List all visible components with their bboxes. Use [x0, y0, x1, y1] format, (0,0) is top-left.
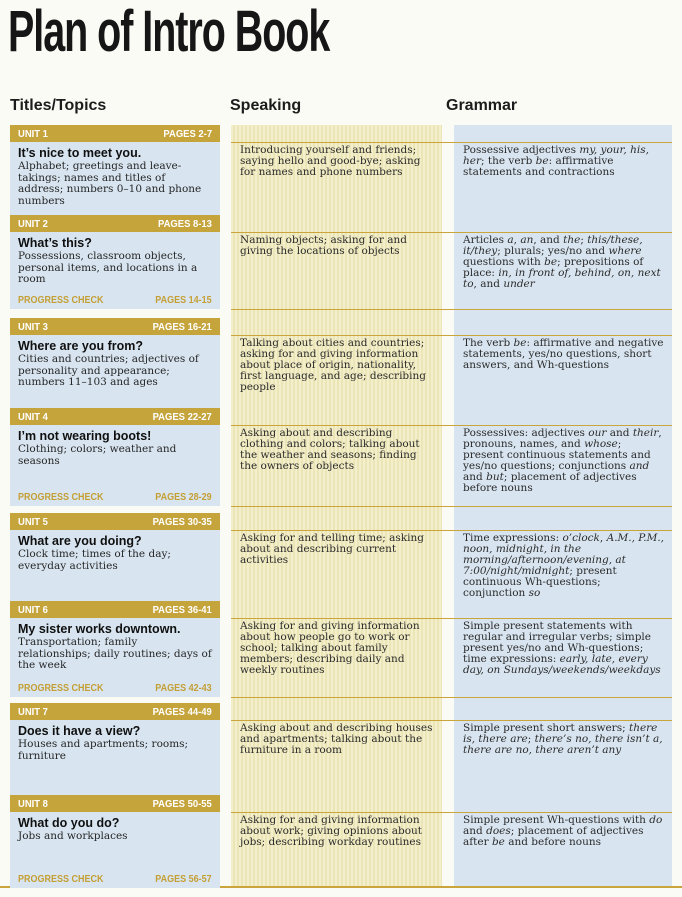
unit-6-title: My sister works downtown. — [18, 622, 181, 636]
unit-6-speaking: Asking for and giving information about how people go to work or school; talking about family members; describing daily and weekly routines — [240, 620, 420, 676]
unit-7-pages: PAGES 44-49 — [152, 705, 212, 718]
unit-4-label: UNIT 4 — [18, 410, 48, 423]
unit-1-pages: PAGES 2-7 — [163, 127, 212, 140]
unit-4-pages: PAGES 22-27 — [152, 410, 212, 423]
unit-7-title: Does it have a view? — [18, 724, 141, 738]
unit-1-title: It’s nice to meet you. — [18, 146, 142, 160]
unit-8-topics-block — [10, 812, 220, 870]
unit-2-topics-block — [10, 232, 220, 291]
progress-check-pages: PAGES 56-57 — [155, 873, 212, 885]
divider-rule — [231, 530, 672, 531]
progress-check-label: PROGRESS CHECK — [18, 294, 104, 306]
unit-2-title: What’s this? — [18, 236, 92, 250]
progress-check-label: PROGRESS CHECK — [18, 682, 104, 694]
unit-3-label: UNIT 3 — [18, 320, 48, 333]
progress-check-pages: PAGES 14-15 — [155, 294, 212, 306]
divider-rule — [231, 142, 672, 143]
unit-5-topics: Clock time; times of the day; everyday activities — [18, 548, 171, 572]
unit-2-header-bar — [10, 215, 220, 232]
unit-5-speaking: Asking for and telling time; asking about and describing current activities — [240, 532, 424, 566]
unit-3-grammar: The verb be: affirmative and negative statements, yes/no questions, short answers, and Wh-questions — [463, 337, 664, 371]
unit-5-pages: PAGES 30-35 — [152, 515, 212, 528]
unit-7-topics: Houses and apartments; rooms; furniture — [18, 738, 189, 762]
unit-5-title: What are you doing? — [18, 534, 142, 548]
unit-7-grammar: Simple present short answers; there is, there are; there’s no, there isn’t a, there are no, there aren’t any — [463, 722, 663, 756]
unit-4-header-bar — [10, 408, 220, 425]
divider-rule — [231, 697, 672, 698]
divider-rule — [231, 618, 672, 619]
unit-7-header-bar — [10, 703, 220, 720]
unit-6-grammar: Simple present statements with regular and irregular verbs; simple present yes/no and Wh-questions; time expressions: early, late, every day, on Sundays/weekends/weekdays — [463, 620, 661, 676]
divider-rule — [231, 720, 672, 721]
unit-8-title: What do you do? — [18, 816, 120, 830]
progress-check-pages: PAGES 28-29 — [155, 491, 212, 503]
unit-8-grammar: Simple present Wh-questions with do and does; placement of adjectives after be and before nouns — [463, 814, 663, 848]
progress-check-label: PROGRESS CHECK — [18, 491, 104, 503]
unit-1-label: UNIT 1 — [18, 127, 48, 140]
column-header-speaking: Speaking — [230, 97, 302, 114]
unit-6-topics: Transportation; family relationships; daily routines; days of the week — [18, 636, 212, 671]
unit-8-topics: Jobs and workplaces — [18, 830, 128, 842]
progress-check-pages: PAGES 42-43 — [155, 682, 212, 694]
unit-3-pages: PAGES 16-21 — [152, 320, 212, 333]
unit-5-label: UNIT 5 — [18, 515, 48, 528]
unit-2-progress-check — [10, 291, 220, 309]
column-header-grammar: Grammar — [446, 97, 518, 114]
unit-8-header-bar — [10, 795, 220, 812]
unit-8-label: UNIT 8 — [18, 797, 48, 810]
unit-1-topics: Alphabet; greetings and leave-takings; names and titles of address; numbers 0–10 and phone numbers — [18, 160, 202, 207]
column-header-titles-topics: Titles/Topics — [10, 97, 107, 114]
divider-rule — [231, 425, 672, 426]
divider-rule — [231, 812, 672, 813]
unit-2-label: UNIT 2 — [18, 217, 48, 230]
unit-7-label: UNIT 7 — [18, 705, 48, 718]
divider-rule — [231, 232, 672, 233]
unit-1-header-bar — [10, 125, 220, 142]
unit-6-progress-check — [10, 679, 220, 697]
unit-1-grammar: Possessive adjectives my, your, his, her; the verb be: affirmative statements and contractions — [463, 144, 649, 178]
unit-4-progress-check — [10, 488, 220, 506]
unit-3-header-bar — [10, 318, 220, 335]
unit-3-topics-block — [10, 335, 220, 408]
unit-4-title: I’m not wearing boots! — [18, 429, 152, 443]
unit-4-topics: Clothing; colors; weather and seasons — [18, 443, 177, 467]
unit-6-label: UNIT 6 — [18, 603, 48, 616]
unit-7-topics-block — [10, 720, 220, 795]
unit-8-progress-check — [10, 870, 220, 888]
unit-5-grammar: Time expressions: o’clock, A.M., P.M., noon, midnight, in the morning/afternoon/evening, at 7:00/night/midnight; present continuous Wh-questions; conjunction so — [463, 532, 664, 599]
unit-1-topics-block — [10, 142, 220, 215]
unit-2-speaking: Naming objects; asking for and giving the locations of objects — [240, 234, 407, 257]
unit-8-pages: PAGES 50-55 — [152, 797, 212, 810]
unit-1-speaking: Introducing yourself and friends; saying hello and good-bye; asking for names and phone numbers — [240, 144, 421, 178]
unit-5-header-bar — [10, 513, 220, 530]
progress-check-label: PROGRESS CHECK — [18, 873, 104, 885]
unit-3-speaking: Talking about cities and countries; asking for and giving information about place of origin, nationality, first language, and age; describing people — [240, 337, 427, 393]
divider-rule — [231, 309, 672, 310]
unit-3-topics: Cities and countries; adjectives of personality and appearance; numbers 11–103 and ages — [18, 353, 199, 388]
unit-2-grammar: Articles a, an, and the; this/these, it/they; plurals; yes/no and where questions with be; prepositions of place: in, in front of, behind, on, next to, and under — [463, 234, 661, 290]
unit-7-speaking: Asking about and describing houses and apartments; talking about the furniture in a room — [240, 722, 433, 756]
divider-rule — [231, 335, 672, 336]
unit-3-title: Where are you from? — [18, 339, 144, 353]
unit-8-speaking: Asking for and giving information about work; giving opinions about jobs; describing workday routines — [240, 814, 422, 848]
unit-2-topics: Possessions, classroom objects, personal items, and locations in a room — [18, 250, 198, 285]
unit-6-header-bar — [10, 601, 220, 618]
unit-6-pages: PAGES 36-41 — [152, 603, 212, 616]
unit-4-topics-block — [10, 425, 220, 488]
page-title: Plan of Intro Book — [8, 0, 330, 64]
unit-4-grammar: Possessives: adjectives our and their, pronouns, names, and whose; present continuous statements and yes/no questions; conjunctions and and but; placement of adjectives before nouns — [463, 427, 662, 494]
unit-2-pages: PAGES 8-13 — [158, 217, 212, 230]
unit-6-topics-block — [10, 618, 220, 679]
unit-5-topics-block — [10, 530, 220, 601]
divider-rule — [231, 506, 672, 507]
unit-4-speaking: Asking about and describing clothing and colors; talking about the weather and seasons; finding the owners of objects — [240, 427, 420, 472]
